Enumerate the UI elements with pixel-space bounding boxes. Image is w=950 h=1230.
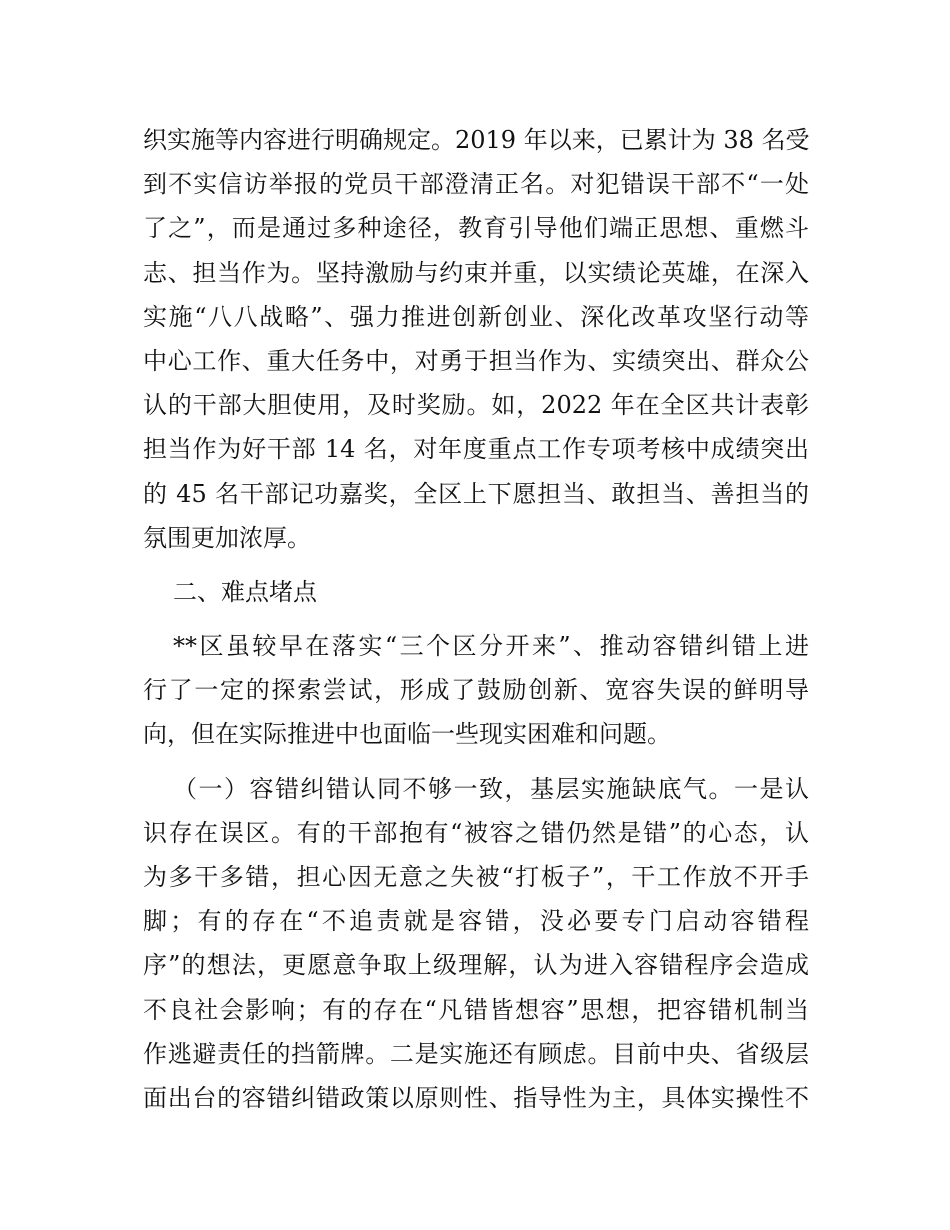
text-line: 面出台的容错纠错政策以原则性、指导性为主，具体实操性不 <box>143 1083 809 1112</box>
text-line: 不良社会影响；有的存在“凡错皆想容”思想，把容错机制当 <box>143 995 809 1024</box>
text-line: **区虽较早在落实“三个区分开来”、推动容错纠错上进 <box>173 632 809 661</box>
text-line: 为多干多错，担心因无意之失被“打板子”，干工作放不开手 <box>143 863 809 891</box>
text-line: 作逃避责任的挡箭牌。二是实施还有顾虑。目前中央、省级层 <box>143 1039 809 1068</box>
paragraph-2 <box>143 624 809 757</box>
text-line: 的 45 名干部记功嘉奖，全区上下愿担当、敢担当、善担当的 <box>143 479 809 508</box>
text-line: 中心工作、重大任务中，对勇于担当作为、实绩突出、群众公 <box>143 346 809 375</box>
text-line: 氛围更加浓厚。 <box>143 523 311 552</box>
text-line: 识存在误区。有的干部抱有“被容之错仍然是错”的心态，认 <box>143 818 809 847</box>
paragraph-1 <box>143 118 809 560</box>
text-line: （一）容错纠错认同不够一致，基层实施缺底气。一是认 <box>173 774 809 803</box>
text-line: 到不实信访举报的党员干部澄清正名。对犯错误干部不“一处 <box>143 170 809 199</box>
text-line: 实施“八八战略”、强力推进创新创业、深化改革攻坚行动等 <box>143 302 809 331</box>
section-heading <box>143 570 809 614</box>
document-body <box>143 118 809 1120</box>
text-line: 序”的想法，更愿意争取上级理解，认为进入容错程序会造成 <box>143 951 809 980</box>
text-line: 织实施等内容进行明确规定。2019 年以来，已累计为 38 名受 <box>143 126 810 154</box>
text-line: 向，但在实际推进中也面临一些现实困难和问题。 <box>143 720 671 749</box>
text-line: 脚；有的存在“不追责就是容错，没必要专门启动容错程 <box>143 907 809 936</box>
text-line: 行了一定的探索尝试，形成了鼓励创新、宽容失误的鲜明导 <box>143 676 809 705</box>
text-line: 担当作为好干部 14 名，对年度重点工作专项考核中成绩突出 <box>143 435 809 464</box>
text-line: 了之”，而是通过多种途径，教育引导他们端正思想、重燃斗 <box>143 214 809 243</box>
text-line: 志、担当作为。坚持激励与约束并重，以实绩论英雄，在深入 <box>143 258 809 287</box>
text-line: 认的干部大胆使用，及时奖励。如，2022 年在全区共计表彰 <box>143 391 809 420</box>
paragraph-3 <box>143 767 809 1121</box>
heading-line: 二、难点堵点 <box>173 577 317 606</box>
